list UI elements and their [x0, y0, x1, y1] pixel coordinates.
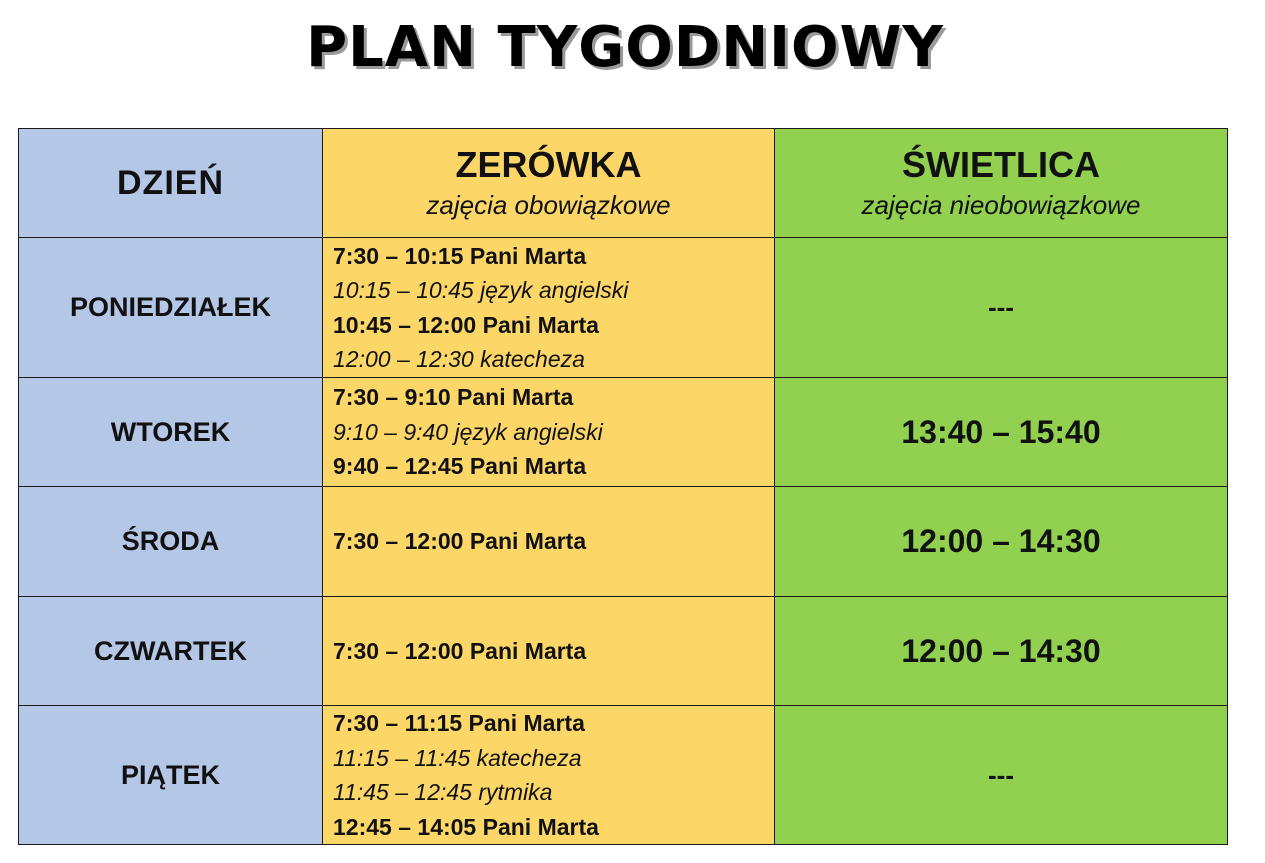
day-cell: [19, 706, 323, 845]
zerowka-schedule-line: 7:30 – 11:15 Pani Marta: [333, 710, 585, 736]
table-row: [19, 597, 1228, 706]
swietlica-cell: [775, 378, 1228, 487]
day-cell: [19, 597, 323, 706]
table-header-row: [19, 129, 1228, 238]
zerowka-schedule-line: 7:30 – 9:10 Pani Marta: [333, 384, 574, 411]
table-row: [19, 378, 1228, 487]
weekly-schedule-table: [18, 128, 1228, 845]
zerowka-schedule-line: 10:15 – 10:45 język angielski: [333, 277, 629, 303]
day-cell: [19, 487, 323, 597]
swietlica-cell: [775, 597, 1228, 706]
header-zerowka-title: ZERÓWKA: [455, 144, 642, 185]
day-cell: [19, 378, 323, 487]
zerowka-schedule-line: 7:30 – 12:00 Pani Marta: [333, 637, 587, 664]
day-label: ŚRODA: [121, 526, 220, 556]
day-label: PONIEDZIAŁEK: [69, 292, 271, 322]
swietlica-cell: [775, 706, 1228, 845]
header-swietlica-subtitle: zajęcia nieobowiązkowe: [861, 190, 1141, 220]
header-day-label: DZIEŃ: [117, 163, 224, 202]
zerowka-cell: [323, 238, 775, 378]
table-row: [19, 487, 1228, 597]
day-label: CZWARTEK: [94, 635, 247, 666]
page-title: PLAN TYGODNIOWY: [306, 15, 944, 80]
table-row: [19, 706, 1228, 845]
zerowka-cell: [323, 487, 775, 597]
swietlica-hours: ---: [988, 292, 1014, 322]
swietlica-cell: [775, 487, 1228, 597]
zerowka-cell: [323, 706, 775, 845]
swietlica-hours: 12:00 – 14:30: [901, 632, 1101, 669]
zerowka-schedule-line: 12:00 – 12:30 katecheza: [333, 346, 585, 372]
day-label: WTOREK: [110, 416, 231, 447]
swietlica-cell: [775, 238, 1228, 378]
zerowka-schedule-line: 7:30 – 12:00 Pani Marta: [333, 528, 587, 555]
zerowka-schedule-line: 11:45 – 12:45 rytmika: [333, 779, 553, 805]
header-day-cell: [19, 129, 323, 238]
header-swietlica-title: ŚWIETLICA: [902, 144, 1100, 185]
zerowka-cell: [323, 597, 775, 706]
zerowka-schedule-line: 11:15 – 11:45 katecheza: [333, 744, 582, 771]
zerowka-schedule-line: 10:45 – 12:00 Pani Marta: [333, 311, 599, 338]
table-row: [19, 238, 1228, 378]
header-zerowka-cell: [323, 129, 775, 238]
header-zerowka-subtitle: zajęcia obowiązkowe: [426, 190, 671, 220]
day-cell: [19, 238, 323, 378]
header-swietlica-cell: [775, 129, 1228, 238]
zerowka-schedule-line: 7:30 – 10:15 Pani Marta: [333, 242, 587, 269]
zerowka-schedule-line: 12:45 – 14:05 Pani Marta: [333, 813, 599, 840]
swietlica-hours: 12:00 – 14:30: [901, 523, 1101, 559]
zerowka-schedule-line: 9:40 – 12:45 Pani Marta: [333, 453, 587, 480]
day-label: PIĄTEK: [120, 759, 220, 790]
swietlica-hours: ---: [988, 759, 1014, 790]
zerowka-cell: [323, 378, 775, 487]
swietlica-hours: 13:40 – 15:40: [901, 413, 1101, 450]
zerowka-schedule-line: 9:10 – 9:40 język angielski: [333, 418, 603, 445]
